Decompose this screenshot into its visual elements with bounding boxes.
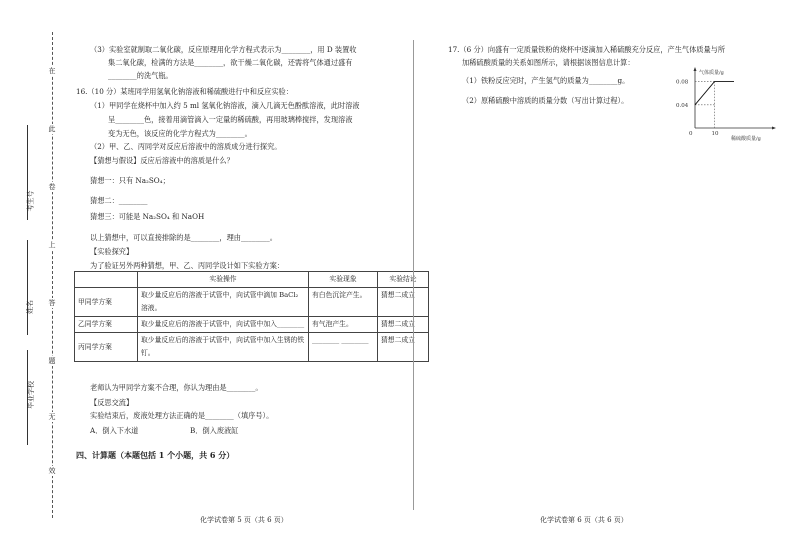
y-axis-arrow (694, 67, 697, 71)
hypothesis-heading: 【猜想与假设】反应后溶液中的溶质是什么？ (90, 156, 234, 165)
table-cell: 有气泡产生。 (309, 317, 378, 333)
y-axis-label: 气体质量/g (699, 70, 724, 76)
table-cell: 猜想二成立 (378, 333, 429, 362)
table-cell: 猜想二成立 (378, 317, 429, 333)
option-a: A．倒入下水道 (90, 426, 139, 435)
seal-char: 题 (46, 356, 58, 366)
q17-part-1: （1）铁粉反应完时，产生氢气的质量为________g。 (462, 76, 630, 85)
table-row (75, 317, 429, 333)
table-cell: 乙同学方案 (75, 317, 138, 333)
q17-line-2: 加稀硫酸质量的关系如图所示，请根据该图信息计算： (462, 58, 635, 67)
table-cell: 取少量反应后的溶液于试管中，向试管中滴加 BaCl₂ 溶液。 (138, 288, 309, 317)
table-cell: 有白色沉淀产生。 (309, 288, 378, 317)
table-cell: 丙同学方案 (75, 333, 138, 362)
page-5-footer: 化学试卷第 5 页（共 6 页） (200, 516, 288, 524)
table-cell: 甲同学方案 (75, 288, 138, 317)
x-tick-label: 10 (711, 131, 719, 137)
table-cell: 取少量反应后的溶液于试管中，向试管中加入________ (138, 317, 309, 333)
seal-char: 上 (46, 240, 58, 250)
hypothesis-note: 以上猜想中，可以直接排除的是________，理由________。 (90, 233, 277, 242)
seal-char: 效 (46, 466, 58, 476)
seal-char: 答 (46, 298, 58, 308)
q17-line-1: 17.（6 分）向盛有一定质量铁粉的烧杯中逐滴加入稀硫酸充分反应，产生气体质量与所 (448, 45, 726, 54)
experiment-table (74, 271, 429, 362)
label-school: 毕业学校 (27, 381, 35, 409)
q17-part-2: （2）原稀硫酸中溶质的质量分数（写出计算过程）。 (462, 96, 629, 105)
table-cell: 取少量反应后的溶液于试管中，向试管中加入生锈的铁钉。 (138, 333, 309, 362)
y-tick-label: 0.04 (676, 102, 689, 109)
table-header-row (75, 272, 429, 288)
hypothesis-3: 猜想三：可能是 Na₂SO₄ 和 NaOH (90, 212, 205, 221)
seal-char: 此 (46, 124, 58, 134)
experiment-intro: 为了验证另外两种猜想，甲、乙、丙同学设计如下实验方案： (90, 261, 285, 270)
hypothesis-2: 猜想二：________ (90, 196, 148, 205)
table-cell: ________ ________ (309, 333, 378, 362)
section-4-heading: 四、计算题（本题包括 1 个小题，共 6 分） (76, 450, 235, 460)
table-header-cell: 实验现象 (309, 272, 378, 288)
table-header-cell: 实验操作 (138, 272, 309, 288)
q15-3-line-2: 集二氧化碳，检满的方法是________，欲干燥二氧化碳，还需将气体通过盛有 (108, 58, 353, 67)
table-row (75, 288, 429, 317)
q15-3-line-1: （3）实验室就制取二氧化碳，反应原理用化学方程式表示为________，用 D 装置收 (90, 45, 357, 54)
hypothesis-1: 猜想一：只有 Na₂SO₄； (90, 176, 170, 185)
teacher-comment: 老师认为甲同学方案不合理，你认为理由是________。 (90, 383, 263, 392)
reflect-heading: 【反思交流】 (90, 398, 134, 407)
table-row (75, 333, 429, 362)
x-axis-label: 稀硫酸质量/g (731, 136, 761, 142)
y-tick-label: 0.08 (676, 79, 689, 86)
option-b: B．倒入废液缸 (190, 426, 239, 435)
q16-2: （2）甲、乙、丙同学对反应后溶液中的溶质成分进行探究。 (90, 142, 282, 151)
page-6-footer: 化学试卷第 6 页（共 6 页） (540, 516, 628, 524)
gas-mass-chart (675, 64, 780, 144)
origin-label: 0 (689, 131, 693, 137)
page-divider (413, 40, 414, 510)
seal-char: 无 (46, 412, 58, 422)
experiment-heading: 【实验探究】 (90, 247, 134, 256)
table-header-cell (75, 272, 138, 288)
table-header-cell: 实验结论 (378, 272, 429, 288)
q15-3-line-3: ________的洗气瓶。 (108, 71, 173, 80)
label-name: 姓名 (26, 300, 34, 314)
seal-char: 卷 (46, 182, 58, 192)
q16-1-line-2: 呈________色，接着用滴管滴入一定量的稀硫酸，再用玻璃棒搅拌，发现溶液 (108, 115, 353, 124)
q16-1-line-1: （1）甲同学在烧杯中加入约 5 ml 氢氧化钠溶液，滴入几滴无色酚酞溶液，此时溶液 (90, 101, 360, 110)
q16-1-line-3: 变为无色，该反应的化学方程式为________。 (108, 129, 252, 138)
reflect-question: 实验结束后，废液处理方法正确的是________（填序号）。 (90, 411, 274, 420)
table-cell: 猜想二成立 (378, 288, 429, 317)
label-student-id: 考生号 (26, 190, 35, 212)
seal-line (52, 32, 53, 518)
side-rule-2 (27, 240, 28, 335)
x-axis-arrow (772, 127, 776, 130)
seal-char: 在 (46, 66, 58, 76)
q16-title: 16.（10 分）某班同学用氢氧化钠溶液和稀硫酸进行中和反应实验： (76, 87, 293, 96)
